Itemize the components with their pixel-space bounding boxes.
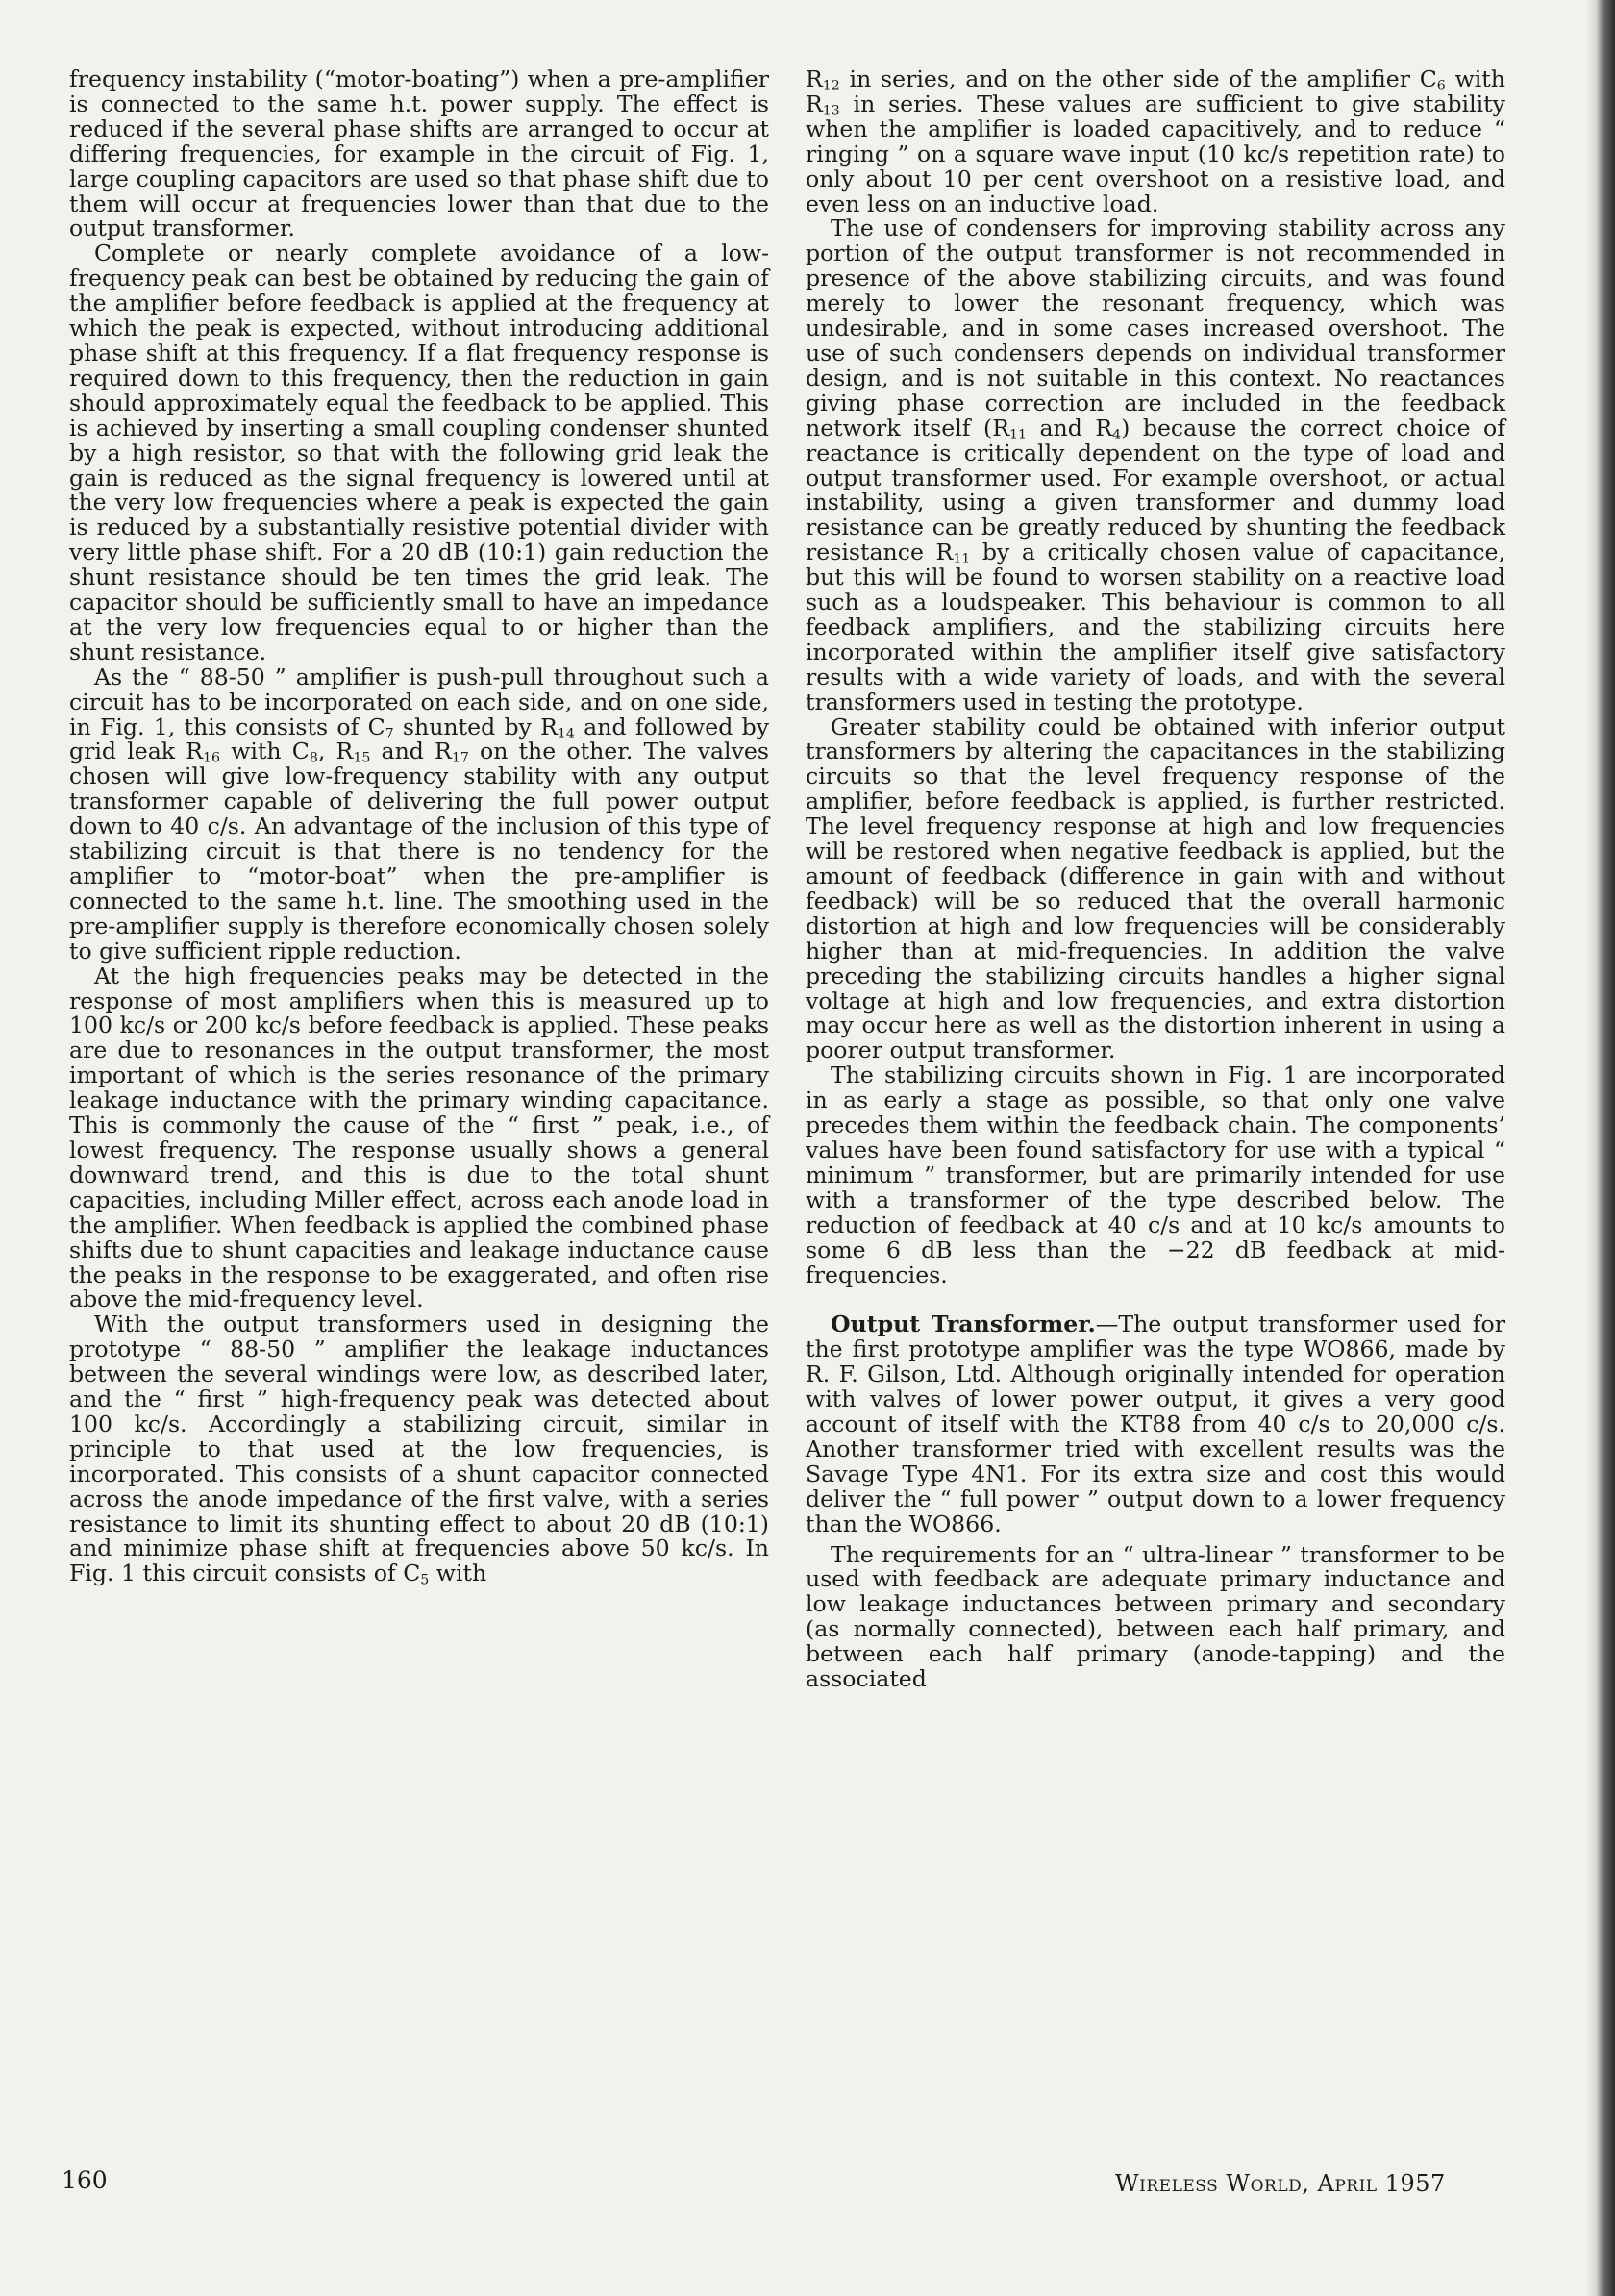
paragraph: Complete or nearly complete avoidance of a low-frequency peak can best be obtained by reducing the gain of the amplifier before feedback is applied at the frequency at which the peak is expected, without introducing additional phase shift at this frequency. If a flat frequency response is required down to this frequency, then the reduction in gain should approximately equal the feedback to be applied. This is achieved by inserting a small coupling condenser shunted by a high resistor, so that with the following grid leak the gain is reduced as the signal frequency is lowered until at the very low frequencies where a peak is expected the gain is reduced by a substantially resistive potential divider with very little phase shift. For a 20 dB (10:1) gain reduction the shunt resistance should be ten times the grid leak. The capacitor should be sufficiently small to have an impedance at the very low frequencies equal to or higher than the shunt resistance. <box>69 239 769 665</box>
paragraph: As the “ 88-50 ” amplifier is push-pull throughout such a circuit has to be incorporated on each side, and on one side, in Fig. 1, this consists of $C_7$ shunted by $R_{14}$ and followed by grid leak $R_{16}$ with $C_8$, $R_{15}$ and $R_{17}$ on the other. The valves chosen will give low-frequency stability with any output transformer capable of delivering the full power output down to 40 c/s. An advantage of the inclusion of this type of stabilizing circuit is that there is no tendency for the amplifier to “motor-boat” when the pre-amplifier is connected to the same h.t. line. The smoothing used in the pre-amplifier supply is therefore economically chosen solely to give sufficient ripple reduction. <box>69 662 770 964</box>
paragraph: With the output transformers used in designing the prototype “ 88-50 ” amplifier the leakage inductances between the several windings were low, as described later, and the “ first ” high-frequency peak was detected about 100 kc/s. Accordingly a stabilizing circuit, similar in principle to that used at the low frequencies, is incorporated. This consists of a shunt capacitor connected across the anode impedance of the first valve, with a series resistance to limit its shunting effect to about 20 dB (10:1) and minimize phase shift at frequencies above 50 kc/s. In Fig. 1 this circuit consists of $C_5$ with <box>69 1310 769 1588</box>
right-column <box>806 67 1505 1692</box>
left-column <box>69 67 769 1586</box>
publication-footer: Wireless World, April 1957 <box>1115 2170 1446 2197</box>
paragraph: The stabilizing circuits shown in Fig. 1 are incorporated in as early a stage as possible, so that only one valve precedes them within the feedback chain. The components’ values have been found satisfactory for use with a typical “ minimum ” transformer, but are primarily intended for use with a transformer of the type described below. The reduction of feedback at 40 c/s and at 10 kc/s amounts to some 6 dB less than the −22 dB feedback at mid-frequencies. <box>806 1061 1505 1288</box>
page-number: 160 <box>62 2166 108 2194</box>
scan-edge <box>1586 0 1615 2296</box>
paragraph: Greater stability could be obtained with inferior output transformers by altering the capacitances in the stabilizing circuits so that the level frequency response of the amplifier, before feedback is applied, is further restricted. The level frequency response at high and low frequencies will be restored when negative feedback is applied, but the amount of feedback (difference in gain with and without feedback) will be so reduced that the overall harmonic distortion at high and low frequencies will be considerably higher than at mid-frequencies. In addition the valve preceding the stabilizing circuits handles a higher signal voltage at high and low frequencies, and extra distortion may occur here as well as the distortion inherent in using a poorer output transformer. <box>806 712 1505 1064</box>
paragraph: The requirements for an “ ultra-linear ” transformer to be used with feedback are adequate primary inductance and low leakage inductances between primary and secondary (as normally connected), between each half primary, and between each half primary (anode-tapping) and the associated <box>806 1540 1505 1693</box>
paragraph: At the high frequencies peaks may be detected in the response of most amplifiers when this is measured up to 100 kc/s or 200 kc/s before feedback is applied. These peaks are due to resonances in the output transformer, the most important of which is the series resonance of the primary leakage inductance with the primary winding capacitance. This is commonly the cause of the “ first ” peak, i.e., of lowest frequency. The response usually shows a general downward trend, and this is due to the total shunt capacities, including Miller effect, across each anode load in the amplifier. When feedback is applied the combined phase shifts due to shunt capacities and leakage inductance cause the peaks in the response to be exaggerated, and often rise above the mid-frequency level. <box>69 961 769 1313</box>
section-heading: Output Transformer. <box>831 1310 1096 1338</box>
section-paragraph: Output Transformer.—The output transformer used for the first prototype amplifier was the type WO866, made by R. F. Gilson, Ltd. Although originally intended for operation with valves of lower power output, it gives a very good account of itself with the KT88 from 40 c/s to 20,000 c/s. Another transformer tried with excellent results was the Savage Type 4N1. For its extra size and cost this would deliver the “ full power ” output down to a lower frequency than the WO866. <box>806 1310 1505 1537</box>
paragraph: frequency instability (“motor-boating”) when a pre-amplifier is connected to the same h.t. power supply. The effect is reduced if the several phase shifts are arranged to occur at differing frequencies, for example in the circuit of Fig. 1, large coupling capacitors are used so that phase shift due to them will occur at frequencies lower than that due to the output transformer. <box>69 65 769 242</box>
paragraph: The use of condensers for improving stability across any portion of the output transformer is not recommended in presence of the above stabilizing circuits, and was found merely to lower the resonant frequency, which was undesirable, and in some cases increased overshoot. The use of such condensers depends on individual transformer design, and is not suitable in this context. No reactances giving phase correction are included in the feedback network itself ($R_{11}$ and $R_4$) because the correct choice of reactance is critically dependent on the type of load and output transformer used. For example overshoot, or actual instability, using a given transformer and dummy load resistance can be greatly reduced by shunting the feedback resistance $R_{11}$ by a critically chosen value of capacitance, but this will be found to worsen stability on a reactive load such as a loudspeaker. This behaviour is common to all feedback amplifiers, and the stabilizing circuits here incorporated within the amplifier itself give satisfactory results with a wide variety of loads, and with the several transformers used in testing the prototype. <box>806 214 1505 715</box>
paragraph: $R_{12}$ in series, and on the other side of the amplifier $C_6$ with $R_{13}$ in series. These values are sufficient to give stability when the amplifier is loaded capacitively, and to reduce “ ringing ” on a square wave input (10 kc/s repetition rate) to only about 10 per cent overshoot on a resistive load, and even less on an inductive load. <box>806 65 1505 217</box>
